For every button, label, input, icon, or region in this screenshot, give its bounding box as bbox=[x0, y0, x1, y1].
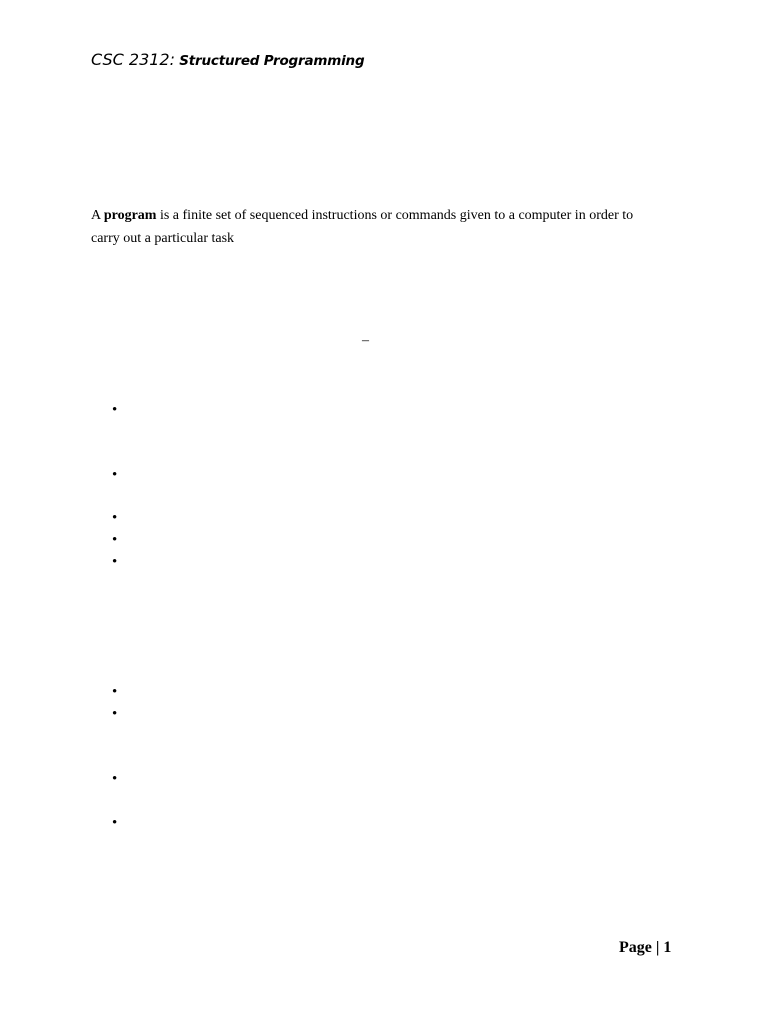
bullet-item: • bbox=[112, 532, 118, 548]
paragraph-line-2: carry out a particular task bbox=[91, 231, 235, 246]
course-title: Structured Programming bbox=[179, 53, 365, 69]
bullet-item: • bbox=[112, 554, 118, 570]
dash-mark: – bbox=[362, 333, 369, 348]
bullet-item: • bbox=[112, 706, 118, 722]
page-number: Page | 1 bbox=[619, 939, 672, 956]
bullet-item: • bbox=[112, 467, 118, 483]
bullet-item: • bbox=[112, 510, 118, 526]
course-code: CSC 2312: bbox=[91, 50, 175, 69]
paragraph-line-1: is a finite set of sequenced instructions or commands given to a computer in order to bbox=[156, 208, 634, 223]
paragraph-lead: A bbox=[91, 208, 104, 223]
document-header bbox=[91, 50, 364, 70]
program-definition-paragraph bbox=[91, 204, 691, 250]
bullet-item: • bbox=[112, 402, 118, 418]
paragraph-term: program bbox=[103, 208, 157, 223]
bullet-item: • bbox=[112, 771, 118, 787]
bullet-item: • bbox=[112, 815, 118, 831]
bullet-item: • bbox=[112, 684, 118, 700]
